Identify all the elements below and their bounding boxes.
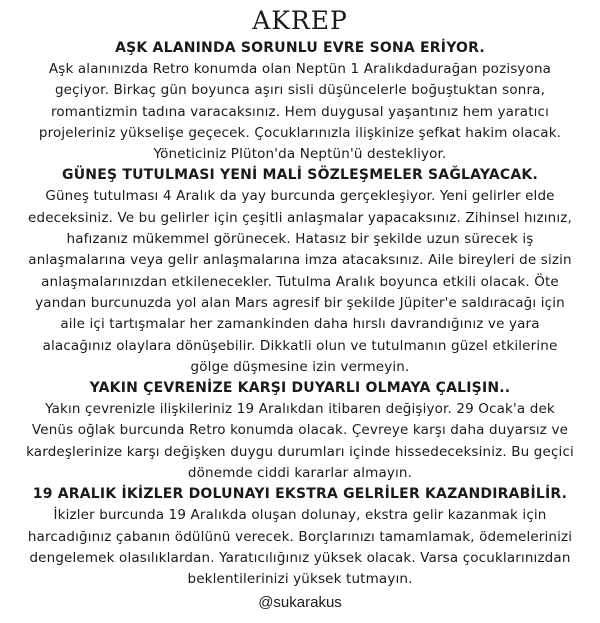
body-line: edeceksiniz. Ve bu gelirler için çeşitli anlaşmalar yapacaksınız. Zihinsel hızınız, [28, 209, 572, 226]
body-line: harcadığınız çabanın ödülünü verecek. Borçlarınızı tamamlamak, ödemelerinizi [27, 528, 573, 545]
section-body [8, 505, 592, 590]
body-line: alacağınız olaylara dönüşebilir. Dikkatli olun ve tutulmanın güzel etkilerine [42, 337, 558, 354]
section-heading: 19 ARALIK İKİZLER DOLUNAYI EKSTRA GELRİLER KAZANDIRABİLİR. [32, 486, 568, 503]
section-heading: AŞK ALANINDA SORUNLU EVRE SONA ERİYOR. [115, 40, 485, 56]
body-line: Aşk alanınızda Retro konumda olan Neptün 1 Aralıkdadurağan pozisyona [48, 61, 552, 77]
body-line: anlaşmalarınızdan etkilenecekler. Tutulma Aralık boyunca etkili olacak. Öte [41, 273, 559, 290]
section-eclipse [8, 165, 592, 378]
body-line: dengelemek olasılıklardan. Yaratıcılığınız yüksek olacak. Varsa çocuklarınızdan [29, 549, 571, 566]
body-line: beklentilerinizi yüksek tutmayın. [187, 571, 413, 588]
section-heading: YAKIN ÇEVRENİZE KARŞI DUYARLI OLMAYA ÇALIŞIN.. [89, 380, 511, 397]
section-body [8, 399, 592, 484]
section-full-moon [8, 484, 592, 590]
body-line: anlaşmalarına veya gelir anlaşmalarına imza atacaksınız. Aile bireyleri de sizin [28, 252, 572, 269]
section-love [8, 38, 592, 165]
body-line: dönemde ciddi kararlar almayın. [187, 465, 413, 482]
body-line: romantizmin tadına varacaksınız. Hem duygusal yaşantınız hem yaratıcı [50, 103, 550, 120]
body-line: Venüs oğlak burcunda Retro konumda olacak. Çevreye karşı daha duyarsız ve [31, 422, 569, 439]
body-line: projeleriniz yükselişe geçecek. Çocuklarınızla ilişkinize şefkat hakim olacak. [38, 124, 562, 141]
body-line: kardeşlerinize karşı değişken duygu durumları içinde hissedeceksiniz. Bu geçici [26, 443, 574, 460]
body-line: hafızanız mükemmel görünecek. Hatasız bir şekilde uzun sürecek iş [66, 231, 534, 248]
section-heading: GÜNEŞ TUTULMASI YENİ MALİ SÖZLEŞMELER SAĞLAYACAK. [62, 167, 538, 184]
section-close-circle [8, 378, 592, 484]
section-body [8, 186, 592, 378]
body-line: Yöneticiniz Plüton'da Neptün'ü destekliyor. [153, 146, 447, 163]
body-line: geçiyor. Birkaç gün boyunca aşırı sisli düşüncelerle boğuştuktan sonra, [54, 82, 546, 99]
page-title: AKREP [252, 6, 348, 35]
author-signature: @sukarakus [258, 594, 342, 611]
body-line: Güneş tutulması 4 Aralık da yay burcunda gerçekleşiyor. Yeni gelirler elde [45, 188, 555, 205]
section-body [8, 59, 592, 165]
body-line: aile içi tartışmalar her zamankinden daha hırslı davrandığınız ve yara [60, 316, 540, 333]
body-line: yandan burcunuzda yol alan Mars agresif bir şekilde Jüpiter'e saldıracağı için [35, 294, 565, 311]
body-line: İkizler burcunda 19 Aralıkda oluşan dolunay, ekstra gelir kazanmak için [53, 507, 547, 524]
body-line: Yakın çevrenizle ilişkileriniz 19 Aralıkdan itibaren değişiyor. 29 Ocak'a dek [45, 401, 555, 418]
body-line: gölge düşmesine izin vermeyin. [190, 358, 410, 375]
